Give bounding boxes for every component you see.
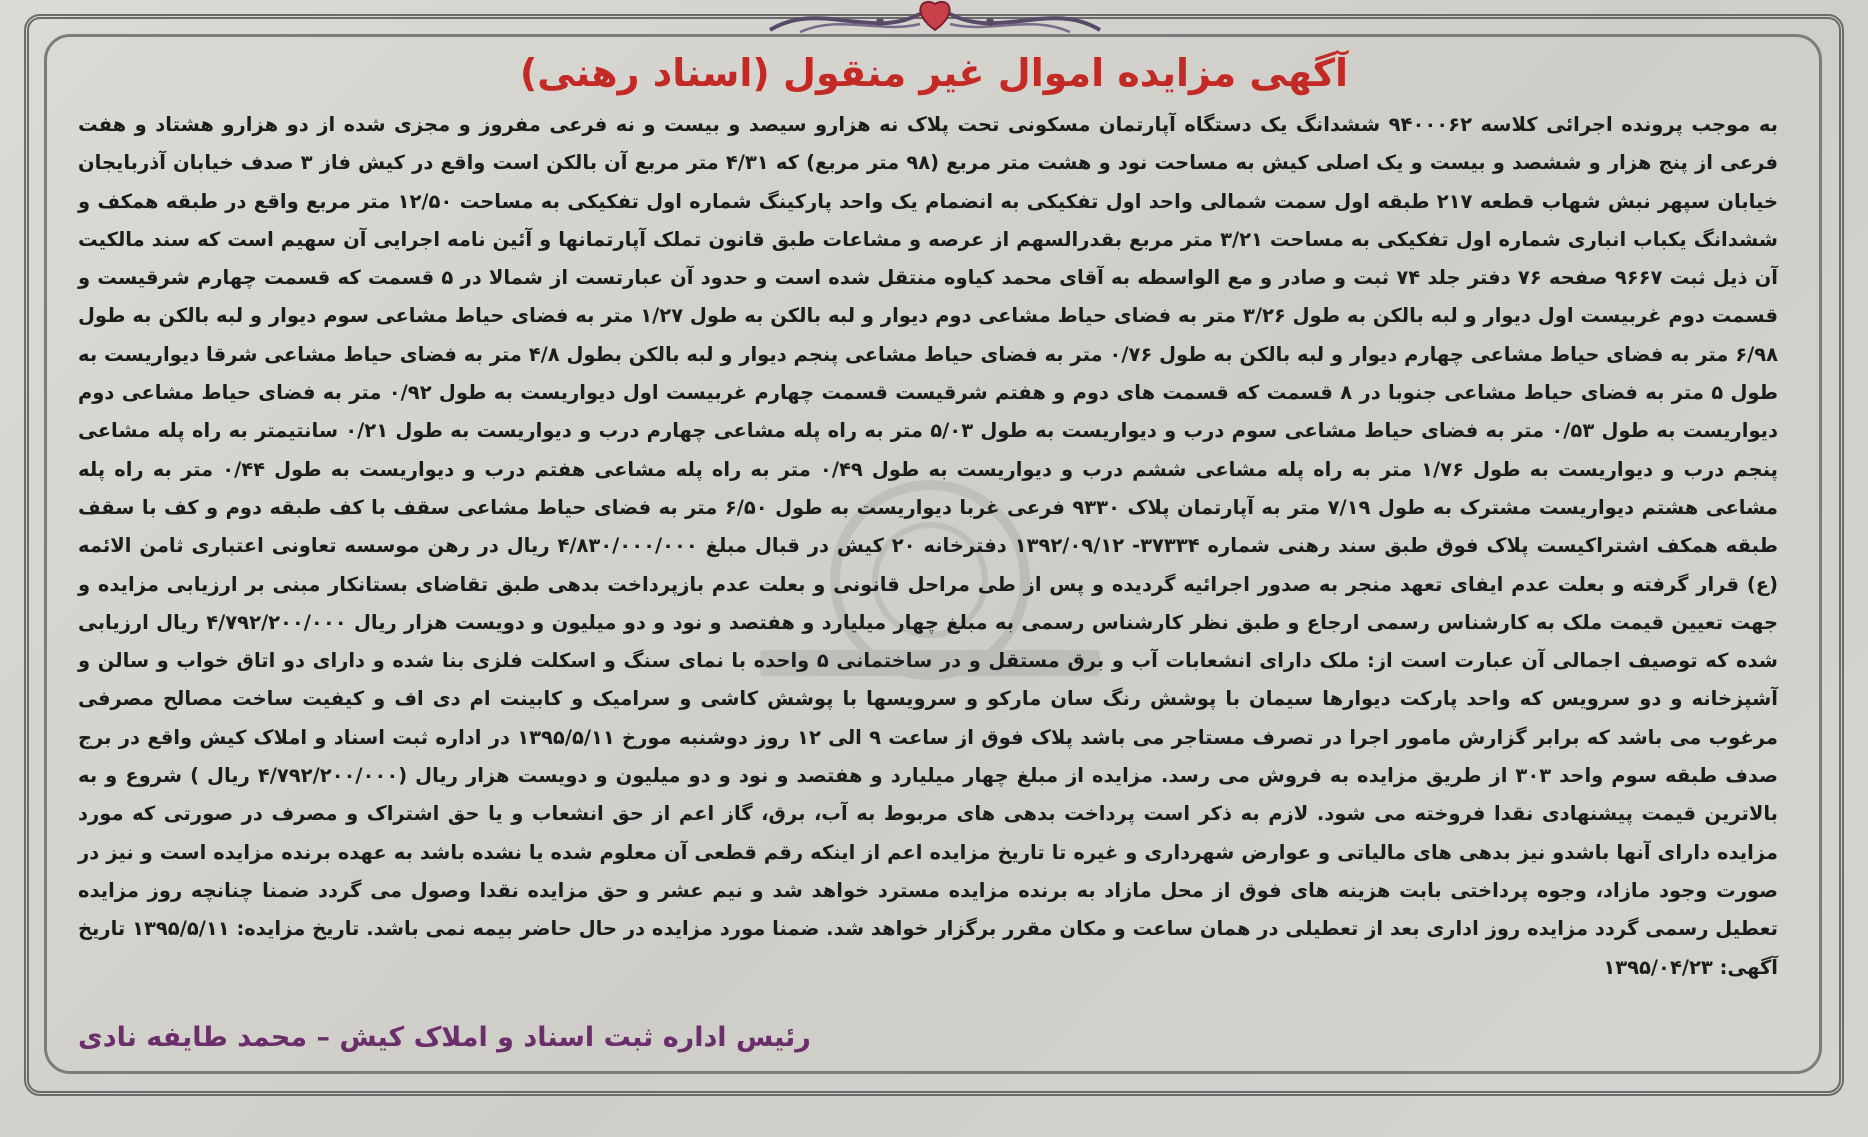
notice-body: به موجب پرونده اجرائی کلاسه ۹۴۰۰۰۶۲ ششدانگ یک دستگاه آپارتمان مسکونی تحت پلاک نه هزارو سیصد و بیست و نه فرعی مفروز و مجزی شده از دو هزارو هشتاد و هفت فرعی از پنج هزار و ششصد و بیست و یک اصلی کیش به مساحت نود و هشت متر مربع (۹۸ متر مربع) که ۴/۳۱ متر مربع آن بالکن است واقع در کیش فاز ۳ صدف خیابان آذربایجان خیابان سپهر نبش شهاب قطعه ۲۱۷ طبقه اول سمت شمالی واحد اول تفکیکی به انضمام یک واحد پارکینگ شماره اول تفکیکی به مساحت ۱۲/۵۰ متر مربع واقع در طبقه همکف و ششدانگ یکباب انباری شماره اول تفکیکی به مساحت ۳/۲۱ متر مربع بقدرالسهم از عرصه و مشاعات طبق قانون تملک آپارتمانها و آئین نامه اجرایی آن سهیم است که سند مالکیت آن ذیل ثبت ۹۶۶۷ صفحه ۷۶ دفتر جلد ۷۴ ثبت و صادر و مع الواسطه به آقای محمد کیاوه منتقل شده است و حدود آن عبارتست از شمالا در ۵ قسمت که قسمت چهارم شرقیست و قسمت دوم غربیست اول دیوار و لبه بالکن به طول ۳/۲۶ متر به فضای حیاط مشاعی دوم دیوار و لبه بالکن به طول ۱/۲۷ متر به فضای حیاط مشاعی سوم دیوار و لبه بالکن به طول ۶/۹۸ متر به فضای حیاط مشاعی چهارم دیوار و لبه بالکن به طول ۰/۷۶ متر به فضای حیاط مشاعی پنجم دیوار و لبه بالکن بطول ۴/۸ متر به فضای حیاط مشاعی شرقا دیواریست به طول ۵ متر به فضای حیاط مشاعی جنوبا در ۸ قسمت که قسمت های دوم و هفتم شرقیست قسمت چهارم غربیست اول دیواریست به طول ۰/۹۲ متر به فضای حیاط مشاعی دوم دیواریست به طول ۰/۵۳ متر به فضای حیاط مشاعی سوم درب و دیواریست به طول ۵/۰۳ متر به راه پله مشاعی چهارم درب و دیواریست به طول ۰/۲۱ سانتیمتر به راه پله مشاعی پنجم درب و دیواریست به طول ۱/۷۶ متر به راه پله مشاعی ششم درب و دیواریست به طول ۰/۴۹ متر به راه پله مشاعی هفتم درب و دیواریست به طول ۰/۴۴ متر به راه پله مشاعی هشتم دیواریست مشترک به طول ۷/۱۹ متر به آپارتمان پلاک ۹۳۳۰ فرعی غربا دیواریست به طول ۶/۵۰ متر به فضای حیاط مشاعی سقف با کف طبقه دوم و کف با سقف طبقه همکف اشتراکیست پلاک فوق طبق سند رهنی شماره ۳۷۳۳۴- ۱۳۹۲/۰۹/۱۲ دفترخانه ۲۰ کیش در قبال مبلغ ۴/۸۳۰/۰۰۰/۰۰۰ ریال در رهن موسسه تعاونی اعتباری ثامن الائمه (ع) قرار گرفته و بعلت عدم ایفای تعهد منجر به صدور اجرائیه گردیده و پس از طی مراحل قانونی و بعلت عدم بازپرداخت بدهی طبق تقاضای بستانکار مبنی بر ارزیابی مزایده و جهت تعیین قیمت ملک به کارشناس رسمی ارجاع و طبق نظر کارشناس رسمی به مبلغ چهار میلیارد و هفتصد و نود و دو میلیون و دویست هزار ریال ۴/۷۹۲/۲۰۰/۰۰۰ ریال ارزیابی شده که توصیف اجمالی آن عبارت است از: ملک دارای انشعابات آب و برق مستقل و در ساختمانی ۵ واحده با نمای سنگ و اسکلت فلزی بنا شده و دارای دو اتاق خواب و سالن و آشپزخانه و دو سرویس که واحد پارکت دیوارها سیمان با پوشش رنگ سان مارکو و سرویسها با پوشش کاشی و سرامیک و کابینت ام دی اف و کیفیت ساخت مصالح مصرفی مرغوب می باشد که برابر گزارش مامور اجرا در تصرف مستاجر می باشد پلاک فوق از ساعت ۹ الی ۱۲ روز دوشنبه مورخ ۱۳۹۵/۵/۱۱ در اداره ثبت اسناد و املاک کیش واقع در برج صدف طبقه سوم واحد ۳۰۳ از طریق مزایده به فروش می رسد. مزایده از مبلغ چهار میلیارد و هفتصد و نود و دو میلیون و دویست هزار ریال (۴/۷۹۲/۲۰۰/۰۰۰ ریال ) شروع و به بالاترین قیمت پیشنهادی نقدا فروخته می شود. لازم به ذکر است پرداخت بدهی های مربوط به آب، برق، گاز اعم از حق انشعاب و یا حق اشتراک و مصرف در صورتی که مورد مزایده دارای آنها باشدو نیز بدهی های مالیاتی و عوارض شهرداری و غیره تا تاریخ مزایده اعم از اینکه رقم قطعی آن معلوم شده یا نشده باشد به عهده برنده مزایده است و نیز در صورت وجود مازاد، وجوه پرداختی بابت هزینه های فوق از محل مازاد به برنده مزایده مسترد خواهد شد و نیم عشر و حق مزایده نقدا وصول می گردد ضمنا چنانچه روز مزایده تعطیل رسمی گردد مزایده روز اداری بعد از تعطیلی در همان ساعت و مکان مقرر برگزار خواهد شد. ضمنا مورد مزایده در حال حاضر بیمه نمی باشد. تاریخ مزایده: ۱۳۹۵/۵/۱۱ تاریخ آگهی: ۱۳۹۵/۰۴/۲۳ — [78, 113, 1779, 979]
notice-signature: رئیس اداره ثبت اسناد و املاک کیش – محمد طایفه نادی — [78, 1022, 811, 1053]
top-ornament — [760, 0, 1110, 40]
notice-title: آگهی مزایده اموال غیر منقول (اسناد رهنی) — [519, 51, 1349, 95]
